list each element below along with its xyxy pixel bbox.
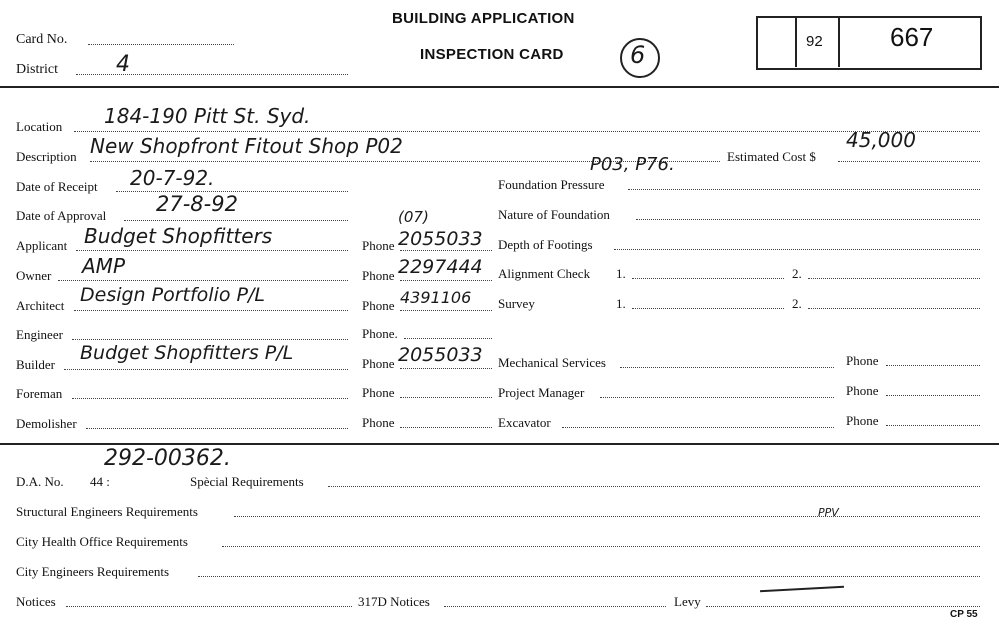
box-divider-2 [838, 17, 840, 67]
estimated-cost-line[interactable] [838, 161, 980, 162]
foreman-line[interactable] [72, 398, 348, 399]
project-manager-phone-line[interactable] [886, 395, 980, 396]
excavator-line[interactable] [562, 427, 834, 428]
architect-line[interactable] [74, 310, 348, 311]
location-label: Location [16, 119, 63, 134]
date-of-approval-label: Date of Approval [16, 208, 107, 223]
city-health-label: City Health Office Requirements [16, 534, 188, 549]
description-label: Description [16, 149, 77, 164]
survey-label: Survey [498, 296, 535, 311]
da-number-label: D.A. No. [16, 474, 64, 489]
engineer-label: Engineer [16, 327, 63, 342]
estimated-cost-value: 45,000 [846, 128, 916, 152]
box-number: 667 [890, 22, 934, 52]
survey-item2-line[interactable] [808, 308, 980, 309]
mechanical-services-phone-line[interactable] [886, 365, 980, 366]
owner-line[interactable] [58, 280, 348, 281]
applicant-phone-prefix: (07) [398, 208, 429, 226]
owner-phone-label: Phone [362, 268, 395, 283]
district-label: District [16, 62, 58, 77]
nature-of-foundation-line[interactable] [636, 219, 980, 220]
excavator-phone-line[interactable] [886, 425, 980, 426]
project-manager-line[interactable] [600, 397, 834, 398]
foreman-label: Foreman [16, 386, 63, 401]
demolisher-phone-label: Phone [362, 415, 395, 430]
depth-of-footings-line[interactable] [614, 249, 980, 250]
alignment-item1-label: 1. [616, 266, 626, 281]
city-health-line[interactable] [222, 546, 980, 547]
district-value: 4 [116, 52, 130, 77]
survey-item1-line[interactable] [632, 308, 784, 309]
levy-line[interactable] [706, 606, 980, 607]
location-line[interactable] [74, 131, 980, 132]
da-number-prefix: 44 : [90, 474, 110, 489]
applicant-value: Budget Shopfitters [84, 224, 273, 248]
circled-mark-value: 6 [630, 41, 646, 69]
card-number-box [756, 16, 982, 70]
date-of-receipt-value: 20-7-92. [130, 166, 215, 190]
notices-line[interactable] [66, 606, 352, 607]
nature-of-foundation-label: Nature of Foundation [498, 207, 610, 222]
levy-label: Levy [674, 594, 701, 609]
survey-item1-label: 1. [616, 296, 626, 311]
special-requirements-label: Spècial Requirements [190, 474, 304, 489]
builder-phone-label: Phone [362, 356, 395, 371]
builder-value: Budget Shopfitters P/L [80, 342, 294, 364]
builder-line[interactable] [64, 369, 348, 370]
architect-phone-line[interactable] [400, 310, 492, 311]
owner-phone-line[interactable] [400, 280, 492, 281]
form-code: CP 55 [950, 609, 978, 620]
levy-dash-mark [760, 586, 844, 592]
city-engineers-line[interactable] [198, 576, 980, 577]
owner-label: Owner [16, 268, 52, 283]
mechanical-services-label: Mechanical Services [498, 355, 606, 370]
lower-divider [0, 443, 999, 445]
architect-phone-value: 4391106 [400, 288, 472, 307]
engineer-line[interactable] [72, 339, 348, 340]
special-requirements-line[interactable] [328, 486, 980, 487]
city-engineers-label: City Engineers Requirements [16, 564, 170, 579]
demolisher-line[interactable] [86, 428, 348, 429]
project-manager-label: Project Manager [498, 385, 585, 400]
title-line1: BUILDING APPLICATION [392, 10, 575, 27]
architect-value: Design Portfolio P/L [80, 284, 265, 306]
estimated-cost-label: Estimated Cost $ [727, 149, 816, 164]
structural-engineers-label: Structural Engineers Requirements [16, 504, 198, 519]
alignment-check-label: Alignment Check [498, 266, 591, 281]
foreman-phone-label: Phone [362, 385, 395, 400]
demolisher-label: Demolisher [16, 416, 77, 431]
date-of-approval-value: 27-8-92 [156, 192, 238, 216]
notices-317d-line[interactable] [444, 606, 666, 607]
foundation-pressure-label: Foundation Pressure [498, 177, 605, 192]
foundation-pressure-line[interactable] [628, 189, 980, 190]
alignment-item1-line[interactable] [632, 278, 784, 279]
builder-phone-value: 2055033 [398, 344, 483, 366]
excavator-label: Excavator [498, 415, 551, 430]
description-value-line2: P03, P76. [590, 154, 675, 175]
demolisher-phone-line[interactable] [400, 427, 492, 428]
structural-engineers-line[interactable] [234, 516, 980, 517]
applicant-phone-value: 2055033 [398, 228, 483, 250]
builder-phone-line[interactable] [400, 368, 492, 369]
notices-label: Notices [16, 594, 56, 609]
excavator-phone-label: Phone [846, 413, 879, 428]
box-divider-1 [795, 17, 797, 67]
applicant-label: Applicant [16, 238, 68, 253]
alignment-item2-label: 2. [792, 266, 802, 281]
project-manager-phone-label: Phone [846, 383, 879, 398]
mechanical-services-line[interactable] [620, 367, 834, 368]
mechanical-services-phone-label: Phone [846, 353, 879, 368]
box-year: 92 [806, 33, 823, 50]
foreman-phone-line[interactable] [400, 397, 492, 398]
header-divider [0, 86, 999, 88]
applicant-phone-line[interactable] [400, 250, 492, 251]
architect-phone-label: Phone [362, 298, 395, 313]
notices-317d-label: 317D Notices [358, 594, 430, 609]
architect-label: Architect [16, 298, 65, 313]
title-line2: INSPECTION CARD [420, 46, 564, 63]
engineer-phone-label: Phone. [362, 326, 398, 341]
owner-value: AMP [82, 254, 125, 278]
alignment-item2-line[interactable] [808, 278, 980, 279]
card-no-line[interactable] [88, 44, 234, 45]
owner-phone-value: 2297444 [398, 256, 483, 278]
structural-mark: PPV [818, 506, 839, 519]
location-value: 184-190 Pitt St. Syd. [104, 104, 311, 128]
engineer-phone-line[interactable] [404, 338, 492, 339]
depth-of-footings-label: Depth of Footings [498, 237, 593, 252]
card-no-label: Card No. [16, 32, 68, 47]
da-number-value: 292-00362. [104, 446, 231, 471]
description-value-line1: New Shopfront Fitout Shop P02 [90, 134, 403, 158]
survey-item2-label: 2. [792, 296, 802, 311]
date-of-receipt-label: Date of Receipt [16, 179, 98, 194]
builder-label: Builder [16, 357, 55, 372]
date-of-approval-line[interactable] [124, 220, 348, 221]
applicant-phone-label: Phone [362, 238, 395, 253]
applicant-line[interactable] [76, 250, 348, 251]
